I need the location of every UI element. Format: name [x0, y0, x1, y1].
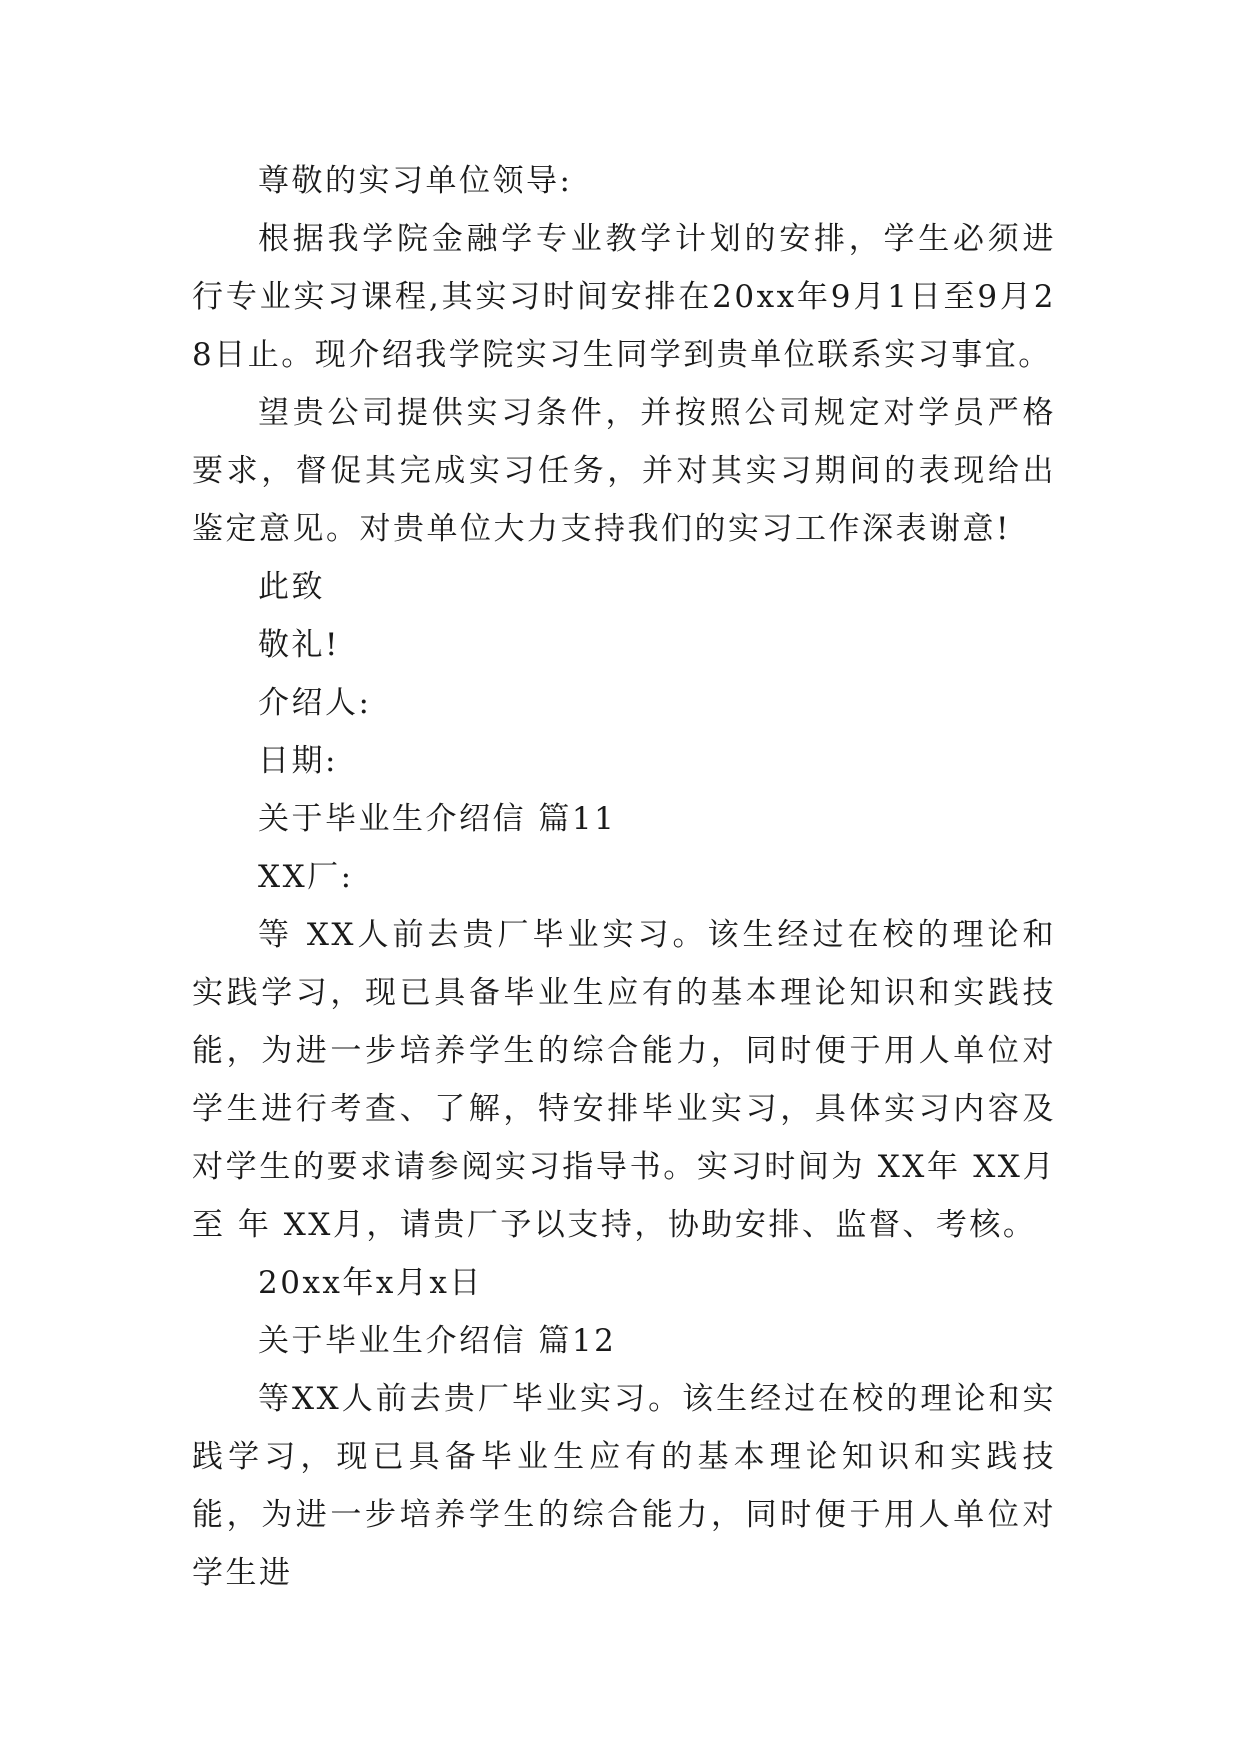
- paragraph-internship-arrangement: 根据我学院金融学专业教学计划的安排，学生必须进行专业实习课程,其实习时间安排在20xx年9月1日至9月28日止。现介绍我学院实习生同学到贵单位联系实习事宜。: [192, 221, 1056, 373]
- date-label: 日期:: [258, 743, 338, 779]
- section-heading-11: 关于毕业生介绍信 篇11: [258, 801, 617, 837]
- recipient-11: XX厂:: [258, 859, 354, 895]
- closing-line-2: 敬礼!: [258, 627, 340, 663]
- date-11: 20xx年x月x日: [258, 1265, 483, 1301]
- salutation: 尊敬的实习单位领导:: [258, 163, 573, 199]
- document-body: [192, 152, 1056, 1602]
- section-heading-12: 关于毕业生介绍信 篇12: [258, 1323, 617, 1359]
- closing-line-1: 此致: [258, 569, 325, 605]
- paragraph-letter-11: 等 XX人前去贵厂毕业实习。该生经过在校的理论和实践学习，现已具备毕业生应有的基本理论知识和实践技能，为进一步培养学生的综合能力，同时便于用人单位对学生进行考查、了解，特安排毕业实习，具体实习内容及对学生的要求请参阅实习指导书。实习时间为 XX年 XX月至 年 XX月，请贵厂予以支持，协助安排、监督、考核。: [192, 917, 1056, 1243]
- introducer-label: 介绍人:: [258, 685, 372, 721]
- paragraph-letter-12: 等XX人前去贵厂毕业实习。该生经过在校的理论和实践学习，现已具备毕业生应有的基本理论知识和实践技能，为进一步培养学生的综合能力，同时便于用人单位对学生进: [192, 1381, 1056, 1591]
- paragraph-request-support: 望贵公司提供实习条件，并按照公司规定对学员严格要求，督促其完成实习任务，并对其实习期间的表现给出鉴定意见。对贵单位大力支持我们的实习工作深表谢意!: [192, 395, 1056, 547]
